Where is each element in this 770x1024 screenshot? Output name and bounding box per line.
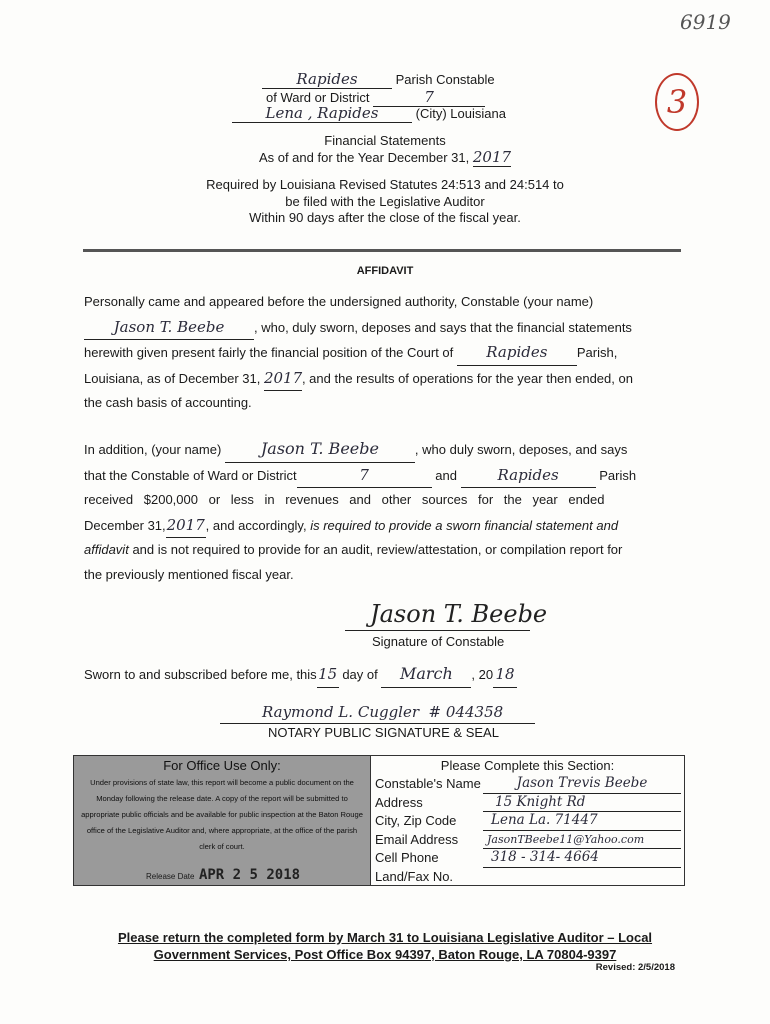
title-year-text: As of and for the Year December 31, [258, 150, 470, 165]
sworn-text-c: , 20 [471, 667, 494, 682]
revised-date: Revised: 2/5/2018 [595, 962, 675, 973]
signature-line [345, 630, 530, 631]
p2-line-3: received $200,000 or less in revenues and other sources for the year ended [84, 492, 605, 507]
p2-line-2b: and [435, 467, 457, 483]
row-value: 318 - 314- 4664 [483, 849, 681, 868]
footer-return [0, 929, 770, 963]
p2-line-4b: , and accordingly, [205, 517, 307, 533]
complete-panel [371, 756, 684, 885]
title-year-value: 2017 [472, 148, 512, 166]
p1-line-4b: , and the results of operations for the year then ended, on [301, 370, 633, 386]
sworn-month: March [381, 662, 471, 688]
p1-line-4a: Louisiana, as of December 31, [84, 370, 261, 386]
release-row [146, 866, 300, 884]
row-label: Email Address [375, 831, 459, 847]
circle-mark [655, 73, 699, 131]
sworn-year: 18 [493, 662, 517, 688]
p2-line-4c: is required to provide a sworn financial statement and [310, 517, 619, 533]
release-stamp: APR 2 5 2018 [198, 867, 301, 883]
affidavit-paragraph-2 [84, 437, 684, 587]
footer-line-2: Government Services, Post Office Box 94397, Baton Rouge, LA 70804-9397 [153, 947, 617, 962]
title-financial: Financial Statements [324, 133, 446, 148]
ward-value: 7 [373, 88, 485, 107]
row-label: Cell Phone [375, 850, 439, 865]
city-label: (City) Louisiana [415, 106, 506, 121]
city-value: Lena , Rapides [232, 104, 412, 123]
req-line-3: Within 90 days after the close of the fiscal year. [249, 210, 521, 225]
header-city-line [232, 104, 506, 123]
ward-label: of Ward or District [266, 90, 370, 105]
p2-line-1 [84, 437, 684, 463]
sworn-text-b: day of [342, 667, 378, 682]
row-label: City, Zip Code [375, 813, 457, 828]
constable-name-2: Jason T. Beebe [225, 437, 415, 463]
p2-line-2a: that the Constable of Ward or District [84, 467, 297, 483]
p2-line-1a: In addition, (your name) [84, 442, 222, 457]
p1-line-5: the cash basis of accounting. [84, 395, 252, 410]
p2-line-5a: affidavit [84, 542, 129, 557]
row-label: Land/Fax No. [375, 868, 454, 884]
divider [83, 249, 681, 252]
complete-rows [375, 775, 681, 885]
parish-2: Rapides [461, 463, 596, 489]
row-email [375, 831, 681, 850]
row-value: Lena La. 71447 [483, 812, 681, 831]
constable-signature: Jason T. Beebe [370, 600, 548, 628]
row-city-zip [375, 812, 681, 831]
notary-signature: Raymond L. Cuggler # 044358 [262, 703, 504, 721]
ward-2: 7 [297, 463, 432, 489]
req-line-1: Required by Louisiana Revised Statutes 24:513 and 24:514 to [206, 177, 564, 192]
p1-line-2 [84, 315, 684, 341]
p1-line-2-text: , who, duly sworn, deposes and says that the financial statements [254, 319, 632, 335]
affidavit-paragraph-1 [84, 290, 684, 416]
corner-number: 6919 [680, 10, 731, 34]
row-value: JasonTBeebe11@Yahoo.com [483, 831, 681, 850]
row-value: 15 Knight Rd [483, 794, 681, 813]
p2-line-6: the previously mentioned fiscal year. [84, 566, 294, 582]
affidavit-heading: AFFIDAVIT [356, 265, 414, 277]
p2-line-4a: December 31, [84, 517, 166, 533]
constable-name-1: Jason T. Beebe [84, 315, 254, 341]
p1-line-1: Personally came and appeared before the undersigned authority, Constable (your name) [84, 294, 594, 309]
p1-line-4 [84, 366, 684, 392]
parish-label: Parish Constable [395, 72, 495, 87]
header-requirement [0, 177, 770, 227]
circle-number: 3 [666, 83, 688, 121]
complete-heading: Please Complete this Section: [440, 758, 615, 773]
p2-line-2c: Parish [599, 467, 637, 483]
sworn-text-a: Sworn to and subscribed before me, this [84, 667, 317, 682]
signature-label: Signature of Constable [372, 634, 505, 649]
row-label: Address [375, 794, 423, 810]
p1-line-3-text: herewith given present fairly the financial position of the Court of [84, 345, 454, 360]
p2-line-5 [84, 538, 684, 563]
parish-value: Rapides [262, 70, 392, 89]
row-label: Constable's Name [375, 776, 481, 791]
notary-line [220, 723, 535, 724]
p2-line-5b: and is not required to provide for an audit, review/attestation, or compilation report for [132, 542, 623, 557]
p1-line-3 [84, 340, 684, 366]
row-land-fax [375, 868, 681, 886]
office-section [73, 755, 685, 886]
p1-line-3b: Parish, [576, 345, 618, 360]
office-use-panel [74, 756, 371, 885]
p2-line-4 [84, 513, 684, 539]
header-title [0, 132, 770, 166]
row-cell-phone [375, 849, 681, 868]
header-parish-line [262, 70, 495, 89]
court-parish: Rapides [457, 340, 577, 366]
office-heading: For Office Use Only: [163, 758, 281, 773]
year-1: 2017 [264, 366, 302, 392]
footer-line-1: Please return the completed form by March 31 to Louisiana Legislative Auditor – Local [117, 930, 653, 945]
release-label: Release Date [146, 872, 195, 881]
notary-label: NOTARY PUBLIC SIGNATURE & SEAL [268, 725, 499, 740]
req-line-2: be filed with the Legislative Auditor [285, 193, 485, 209]
row-constable-name [375, 775, 681, 794]
year-2: 2017 [166, 513, 206, 539]
office-text: Under provisions of state law, this report will become a public document on the Monday following the release date. A copy of the report will be submitted to appropriate public officials and be available for public inspection at the Baton Rouge office of the Legislative Auditor and, where appropriate, at the office of the parish clerk of court. [81, 778, 363, 851]
row-value: Jason Trevis Beebe [483, 775, 681, 794]
sworn-line [84, 662, 517, 688]
p2-line-2 [84, 463, 684, 489]
p2-line-1b: , who duly sworn, deposes, and says [414, 442, 628, 457]
row-value [483, 868, 681, 886]
title-year-line [0, 149, 770, 166]
row-address [375, 794, 681, 813]
sworn-day: 15 [317, 662, 339, 688]
